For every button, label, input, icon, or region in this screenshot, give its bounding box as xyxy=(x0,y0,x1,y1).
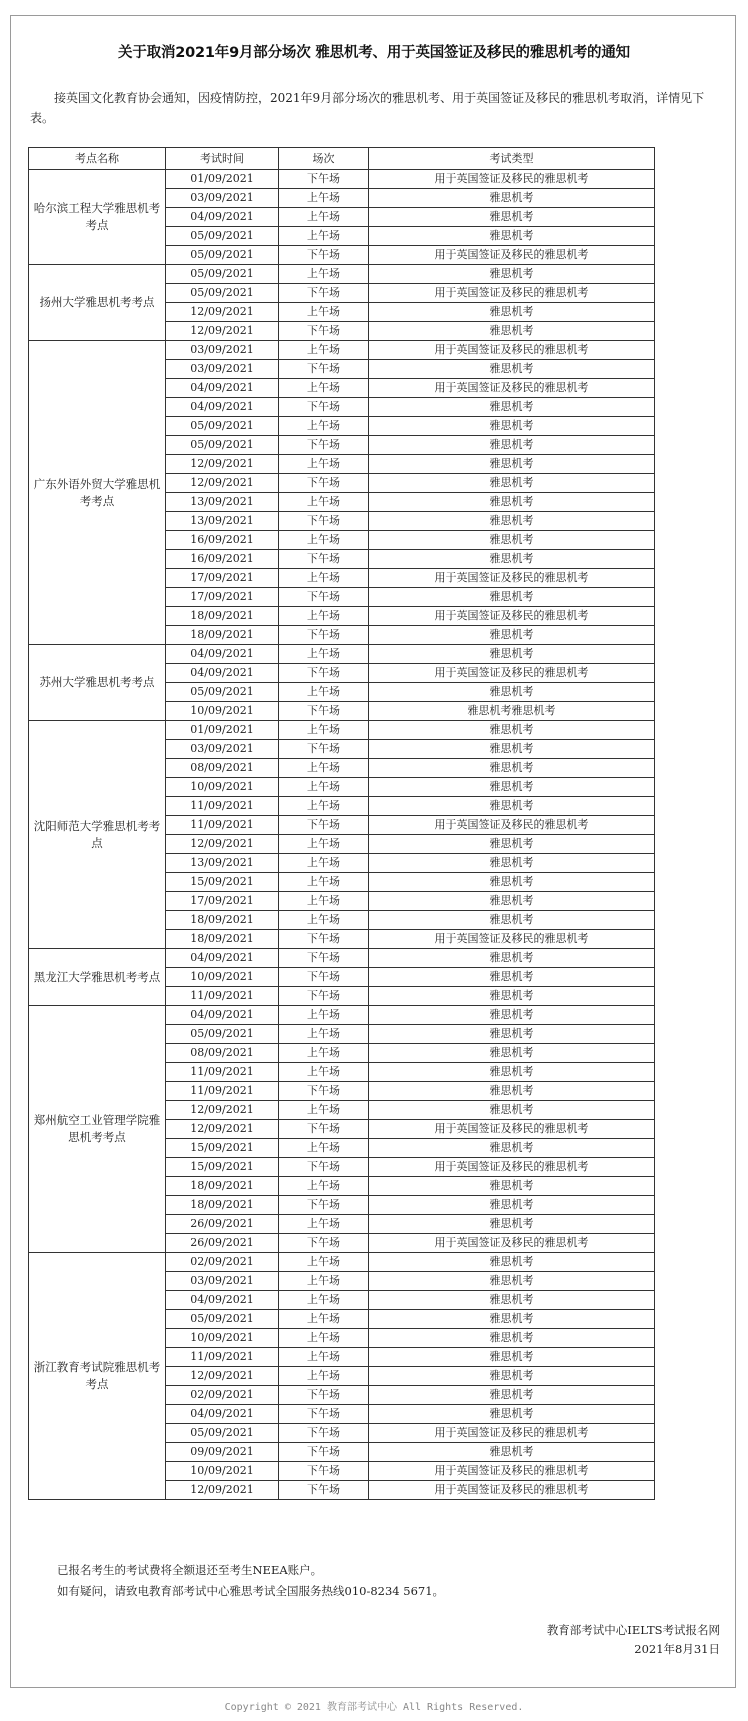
exam-type-cell: 雅思机考 xyxy=(369,189,655,208)
exam-date-cell: 13/09/2021 xyxy=(166,512,279,531)
exam-type-cell: 雅思机考 xyxy=(369,1177,655,1196)
test-center-name: 苏州大学雅思机考考点 xyxy=(29,645,166,721)
session-cell: 下午场 xyxy=(279,740,369,759)
session-cell: 上午场 xyxy=(279,1367,369,1386)
exam-date-cell: 04/09/2021 xyxy=(166,645,279,664)
exam-date-cell: 10/09/2021 xyxy=(166,1329,279,1348)
exam-type-cell: 雅思机考 xyxy=(369,1253,655,1272)
test-center-name: 广东外语外贸大学雅思机考考点 xyxy=(29,341,166,645)
session-cell: 下午场 xyxy=(279,550,369,569)
exam-type-cell: 雅思机考 xyxy=(369,949,655,968)
header-session: 场次 xyxy=(279,148,369,170)
session-cell: 下午场 xyxy=(279,1481,369,1500)
session-cell: 下午场 xyxy=(279,664,369,683)
exam-type-cell: 雅思机考 xyxy=(369,645,655,664)
session-cell: 上午场 xyxy=(279,835,369,854)
signature-block xyxy=(547,1621,720,1659)
exam-date-cell: 12/09/2021 xyxy=(166,1367,279,1386)
refund-note: 已报名考生的考试费将全额退还至考生NEEA账户。 xyxy=(57,1563,323,1577)
exam-date-cell: 12/09/2021 xyxy=(166,1481,279,1500)
exam-type-cell: 雅思机考 xyxy=(369,1367,655,1386)
table-row xyxy=(29,170,655,189)
exam-type-cell: 雅思机考 xyxy=(369,778,655,797)
page-title: 关于取消2021年9月部分场次 雅思机考、用于英国签证及移民的雅思机考的通知 xyxy=(118,45,630,61)
exam-type-cell: 雅思机考 xyxy=(369,892,655,911)
exam-type-cell: 雅思机考 xyxy=(369,683,655,702)
exam-type-cell: 雅思机考 xyxy=(369,1215,655,1234)
table-header-row xyxy=(29,148,655,170)
exam-date-cell: 05/09/2021 xyxy=(166,1025,279,1044)
table-row xyxy=(29,265,655,284)
exam-type-cell: 雅思机考 xyxy=(369,740,655,759)
session-cell: 下午场 xyxy=(279,436,369,455)
exam-date-cell: 15/09/2021 xyxy=(166,1139,279,1158)
exam-date-cell: 12/09/2021 xyxy=(166,455,279,474)
exam-type-cell: 雅思机考 xyxy=(369,493,655,512)
session-cell: 下午场 xyxy=(279,1462,369,1481)
exam-type-cell: 雅思机考 xyxy=(369,1101,655,1120)
session-cell: 上午场 xyxy=(279,1310,369,1329)
exam-type-cell: 用于英国签证及移民的雅思机考 xyxy=(369,341,655,360)
session-cell: 上午场 xyxy=(279,493,369,512)
exam-type-cell: 雅思机考 xyxy=(369,265,655,284)
test-center-name: 黑龙江大学雅思机考考点 xyxy=(29,949,166,1006)
exam-date-cell: 13/09/2021 xyxy=(166,493,279,512)
exam-date-cell: 12/09/2021 xyxy=(166,303,279,322)
session-cell: 下午场 xyxy=(279,1158,369,1177)
exam-type-cell: 雅思机考 xyxy=(369,360,655,379)
exam-type-cell: 用于英国签证及移民的雅思机考 xyxy=(369,664,655,683)
exam-type-cell: 雅思机考雅思机考 xyxy=(369,702,655,721)
exam-type-cell: 雅思机考 xyxy=(369,1063,655,1082)
session-cell: 下午场 xyxy=(279,1082,369,1101)
exam-date-cell: 12/09/2021 xyxy=(166,835,279,854)
exam-type-cell: 雅思机考 xyxy=(369,1139,655,1158)
session-cell: 上午场 xyxy=(279,189,369,208)
exam-type-cell: 雅思机考 xyxy=(369,1044,655,1063)
exam-date-cell: 10/09/2021 xyxy=(166,968,279,987)
exam-type-cell: 雅思机考 xyxy=(369,227,655,246)
exam-type-cell: 雅思机考 xyxy=(369,968,655,987)
exam-date-cell: 04/09/2021 xyxy=(166,379,279,398)
exam-date-cell: 16/09/2021 xyxy=(166,531,279,550)
exam-date-cell: 05/09/2021 xyxy=(166,284,279,303)
cancellation-table xyxy=(28,147,655,1500)
exam-type-cell: 雅思机考 xyxy=(369,1291,655,1310)
session-cell: 上午场 xyxy=(279,778,369,797)
session-cell: 下午场 xyxy=(279,702,369,721)
exam-type-cell: 雅思机考 xyxy=(369,721,655,740)
exam-date-cell: 10/09/2021 xyxy=(166,702,279,721)
session-cell: 上午场 xyxy=(279,1006,369,1025)
table-body xyxy=(29,170,655,1500)
session-cell: 下午场 xyxy=(279,246,369,265)
exam-date-cell: 03/09/2021 xyxy=(166,189,279,208)
exam-type-cell: 雅思机考 xyxy=(369,436,655,455)
session-cell: 上午场 xyxy=(279,759,369,778)
session-cell: 上午场 xyxy=(279,873,369,892)
session-cell: 上午场 xyxy=(279,607,369,626)
exam-date-cell: 04/09/2021 xyxy=(166,208,279,227)
test-center-name: 浙江教育考试院雅思机考考点 xyxy=(29,1253,166,1500)
session-cell: 上午场 xyxy=(279,1025,369,1044)
table-row xyxy=(29,645,655,664)
exam-type-cell: 用于英国签证及移民的雅思机考 xyxy=(369,607,655,626)
exam-type-cell: 雅思机考 xyxy=(369,531,655,550)
exam-date-cell: 10/09/2021 xyxy=(166,1462,279,1481)
exam-type-cell: 雅思机考 xyxy=(369,626,655,645)
header-exam-date: 考试时间 xyxy=(166,148,279,170)
exam-type-cell: 用于英国签证及移民的雅思机考 xyxy=(369,1462,655,1481)
exam-date-cell: 08/09/2021 xyxy=(166,759,279,778)
copyright-text: Copyright © 2021 教育部考试中心 All Rights Reserved. xyxy=(224,1702,524,1713)
session-cell: 上午场 xyxy=(279,1348,369,1367)
exam-type-cell: 雅思机考 xyxy=(369,303,655,322)
exam-type-cell: 雅思机考 xyxy=(369,455,655,474)
exam-date-cell: 16/09/2021 xyxy=(166,550,279,569)
exam-date-cell: 04/09/2021 xyxy=(166,1405,279,1424)
session-cell: 下午场 xyxy=(279,512,369,531)
footer-notes xyxy=(57,1560,444,1602)
session-cell: 下午场 xyxy=(279,1405,369,1424)
exam-date-cell: 11/09/2021 xyxy=(166,1082,279,1101)
session-cell: 上午场 xyxy=(279,265,369,284)
session-cell: 下午场 xyxy=(279,930,369,949)
exam-type-cell: 雅思机考 xyxy=(369,911,655,930)
exam-date-cell: 04/09/2021 xyxy=(166,949,279,968)
exam-type-cell: 用于英国签证及移民的雅思机考 xyxy=(369,170,655,189)
exam-date-cell: 12/09/2021 xyxy=(166,474,279,493)
session-cell: 上午场 xyxy=(279,1177,369,1196)
exam-type-cell: 雅思机考 xyxy=(369,1006,655,1025)
exam-date-cell: 12/09/2021 xyxy=(166,1101,279,1120)
session-cell: 下午场 xyxy=(279,987,369,1006)
exam-date-cell: 17/09/2021 xyxy=(166,892,279,911)
exam-type-cell: 雅思机考 xyxy=(369,759,655,778)
exam-type-cell: 雅思机考 xyxy=(369,474,655,493)
session-cell: 上午场 xyxy=(279,1291,369,1310)
exam-date-cell: 01/09/2021 xyxy=(166,721,279,740)
exam-type-cell: 雅思机考 xyxy=(369,1348,655,1367)
exam-date-cell: 03/09/2021 xyxy=(166,341,279,360)
exam-date-cell: 04/09/2021 xyxy=(166,398,279,417)
session-cell: 下午场 xyxy=(279,588,369,607)
session-cell: 上午场 xyxy=(279,569,369,588)
session-cell: 上午场 xyxy=(279,1253,369,1272)
exam-date-cell: 02/09/2021 xyxy=(166,1386,279,1405)
session-cell: 下午场 xyxy=(279,626,369,645)
session-cell: 上午场 xyxy=(279,1044,369,1063)
exam-date-cell: 15/09/2021 xyxy=(166,873,279,892)
exam-date-cell: 11/09/2021 xyxy=(166,987,279,1006)
exam-date-cell: 18/09/2021 xyxy=(166,1196,279,1215)
exam-type-cell: 雅思机考 xyxy=(369,1196,655,1215)
session-cell: 上午场 xyxy=(279,417,369,436)
session-cell: 上午场 xyxy=(279,797,369,816)
exam-type-cell: 雅思机考 xyxy=(369,1272,655,1291)
session-cell: 下午场 xyxy=(279,170,369,189)
exam-type-cell: 雅思机考 xyxy=(369,417,655,436)
session-cell: 上午场 xyxy=(279,683,369,702)
session-cell: 上午场 xyxy=(279,1272,369,1291)
session-cell: 下午场 xyxy=(279,1386,369,1405)
exam-date-cell: 17/09/2021 xyxy=(166,588,279,607)
session-cell: 下午场 xyxy=(279,284,369,303)
exam-date-cell: 03/09/2021 xyxy=(166,360,279,379)
session-cell: 下午场 xyxy=(279,1234,369,1253)
exam-date-cell: 18/09/2021 xyxy=(166,626,279,645)
exam-date-cell: 12/09/2021 xyxy=(166,322,279,341)
exam-date-cell: 18/09/2021 xyxy=(166,930,279,949)
session-cell: 下午场 xyxy=(279,949,369,968)
session-cell: 上午场 xyxy=(279,721,369,740)
test-center-name: 扬州大学雅思机考考点 xyxy=(29,265,166,341)
exam-type-cell: 用于英国签证及移民的雅思机考 xyxy=(369,284,655,303)
exam-date-cell: 13/09/2021 xyxy=(166,854,279,873)
signature-date: 2021年8月31日 xyxy=(634,1642,720,1656)
exam-date-cell: 02/09/2021 xyxy=(166,1253,279,1272)
exam-type-cell: 雅思机考 xyxy=(369,797,655,816)
session-cell: 上午场 xyxy=(279,303,369,322)
session-cell: 上午场 xyxy=(279,1329,369,1348)
session-cell: 上午场 xyxy=(279,1101,369,1120)
exam-type-cell: 用于英国签证及移民的雅思机考 xyxy=(369,1234,655,1253)
exam-date-cell: 08/09/2021 xyxy=(166,1044,279,1063)
exam-type-cell: 用于英国签证及移民的雅思机考 xyxy=(369,816,655,835)
exam-type-cell: 雅思机考 xyxy=(369,1025,655,1044)
exam-date-cell: 15/09/2021 xyxy=(166,1158,279,1177)
session-cell: 上午场 xyxy=(279,1139,369,1158)
exam-type-cell: 用于英国签证及移民的雅思机考 xyxy=(369,569,655,588)
exam-date-cell: 05/09/2021 xyxy=(166,265,279,284)
header-exam-type: 考试类型 xyxy=(369,148,655,170)
exam-type-cell: 雅思机考 xyxy=(369,854,655,873)
session-cell: 下午场 xyxy=(279,1443,369,1462)
exam-date-cell: 11/09/2021 xyxy=(166,797,279,816)
exam-type-cell: 雅思机考 xyxy=(369,588,655,607)
session-cell: 上午场 xyxy=(279,911,369,930)
exam-type-cell: 雅思机考 xyxy=(369,1405,655,1424)
exam-type-cell: 雅思机考 xyxy=(369,398,655,417)
session-cell: 下午场 xyxy=(279,1196,369,1215)
session-cell: 上午场 xyxy=(279,208,369,227)
exam-type-cell: 雅思机考 xyxy=(369,1310,655,1329)
session-cell: 下午场 xyxy=(279,474,369,493)
exam-type-cell: 雅思机考 xyxy=(369,208,655,227)
exam-type-cell: 雅思机考 xyxy=(369,550,655,569)
session-cell: 下午场 xyxy=(279,360,369,379)
signature-org: 教育部考试中心IELTS考试报名网 xyxy=(546,1623,720,1637)
session-cell: 上午场 xyxy=(279,645,369,664)
exam-date-cell: 03/09/2021 xyxy=(166,1272,279,1291)
test-center-name: 哈尔滨工程大学雅思机考考点 xyxy=(29,170,166,265)
exam-type-cell: 用于英国签证及移民的雅思机考 xyxy=(369,1481,655,1500)
exam-type-cell: 雅思机考 xyxy=(369,987,655,1006)
exam-type-cell: 雅思机考 xyxy=(369,1386,655,1405)
session-cell: 上午场 xyxy=(279,227,369,246)
exam-type-cell: 雅思机考 xyxy=(369,1443,655,1462)
exam-date-cell: 09/09/2021 xyxy=(166,1443,279,1462)
exam-date-cell: 18/09/2021 xyxy=(166,911,279,930)
exam-date-cell: 05/09/2021 xyxy=(166,683,279,702)
exam-date-cell: 05/09/2021 xyxy=(166,436,279,455)
exam-date-cell: 11/09/2021 xyxy=(166,1063,279,1082)
session-cell: 上午场 xyxy=(279,854,369,873)
session-cell: 上午场 xyxy=(279,1215,369,1234)
session-cell: 上午场 xyxy=(279,341,369,360)
session-cell: 上午场 xyxy=(279,892,369,911)
session-cell: 上午场 xyxy=(279,455,369,474)
exam-date-cell: 05/09/2021 xyxy=(166,246,279,265)
exam-date-cell: 01/09/2021 xyxy=(166,170,279,189)
table-row xyxy=(29,949,655,968)
exam-type-cell: 雅思机考 xyxy=(369,1329,655,1348)
exam-type-cell: 用于英国签证及移民的雅思机考 xyxy=(369,930,655,949)
exam-date-cell: 18/09/2021 xyxy=(166,607,279,626)
table-row xyxy=(29,1006,655,1025)
exam-date-cell: 26/09/2021 xyxy=(166,1215,279,1234)
exam-date-cell: 05/09/2021 xyxy=(166,1424,279,1443)
exam-date-cell: 05/09/2021 xyxy=(166,227,279,246)
session-cell: 下午场 xyxy=(279,1120,369,1139)
exam-date-cell: 04/09/2021 xyxy=(166,1291,279,1310)
intro-paragraph: 接英国文化教育协会通知，因疫情防控，2021年9月部分场次的雅思机考、用于英国签证及移民的雅思机考取消，详情见下表。 xyxy=(30,91,705,125)
exam-date-cell: 11/09/2021 xyxy=(166,816,279,835)
exam-date-cell: 03/09/2021 xyxy=(166,740,279,759)
exam-type-cell: 用于英国签证及移民的雅思机考 xyxy=(369,1120,655,1139)
exam-type-cell: 用于英国签证及移民的雅思机考 xyxy=(369,1158,655,1177)
exam-date-cell: 05/09/2021 xyxy=(166,1310,279,1329)
exam-date-cell: 04/09/2021 xyxy=(166,664,279,683)
header-center-name: 考点名称 xyxy=(29,148,166,170)
exam-type-cell: 雅思机考 xyxy=(369,873,655,892)
hotline-note: 如有疑问，请致电教育部考试中心雅思考试全国服务热线010-8234 5671。 xyxy=(57,1584,445,1598)
session-cell: 下午场 xyxy=(279,968,369,987)
session-cell: 下午场 xyxy=(279,816,369,835)
exam-type-cell: 雅思机考 xyxy=(369,1082,655,1101)
session-cell: 上午场 xyxy=(279,531,369,550)
exam-date-cell: 10/09/2021 xyxy=(166,778,279,797)
exam-type-cell: 雅思机考 xyxy=(369,512,655,531)
exam-date-cell: 18/09/2021 xyxy=(166,1177,279,1196)
session-cell: 上午场 xyxy=(279,379,369,398)
exam-type-cell: 雅思机考 xyxy=(369,322,655,341)
exam-date-cell: 17/09/2021 xyxy=(166,569,279,588)
test-center-name: 沈阳师范大学雅思机考考点 xyxy=(29,721,166,949)
exam-date-cell: 11/09/2021 xyxy=(166,1348,279,1367)
exam-date-cell: 26/09/2021 xyxy=(166,1234,279,1253)
session-cell: 下午场 xyxy=(279,398,369,417)
session-cell: 上午场 xyxy=(279,1063,369,1082)
exam-type-cell: 用于英国签证及移民的雅思机考 xyxy=(369,379,655,398)
exam-type-cell: 用于英国签证及移民的雅思机考 xyxy=(369,246,655,265)
exam-type-cell: 用于英国签证及移民的雅思机考 xyxy=(369,1424,655,1443)
exam-type-cell: 雅思机考 xyxy=(369,835,655,854)
exam-date-cell: 05/09/2021 xyxy=(166,417,279,436)
table-row xyxy=(29,341,655,360)
exam-date-cell: 04/09/2021 xyxy=(166,1006,279,1025)
table-row xyxy=(29,721,655,740)
session-cell: 下午场 xyxy=(279,1424,369,1443)
test-center-name: 郑州航空工业管理学院雅思机考考点 xyxy=(29,1006,166,1253)
session-cell: 下午场 xyxy=(279,322,369,341)
table-row xyxy=(29,1253,655,1272)
exam-date-cell: 12/09/2021 xyxy=(166,1120,279,1139)
